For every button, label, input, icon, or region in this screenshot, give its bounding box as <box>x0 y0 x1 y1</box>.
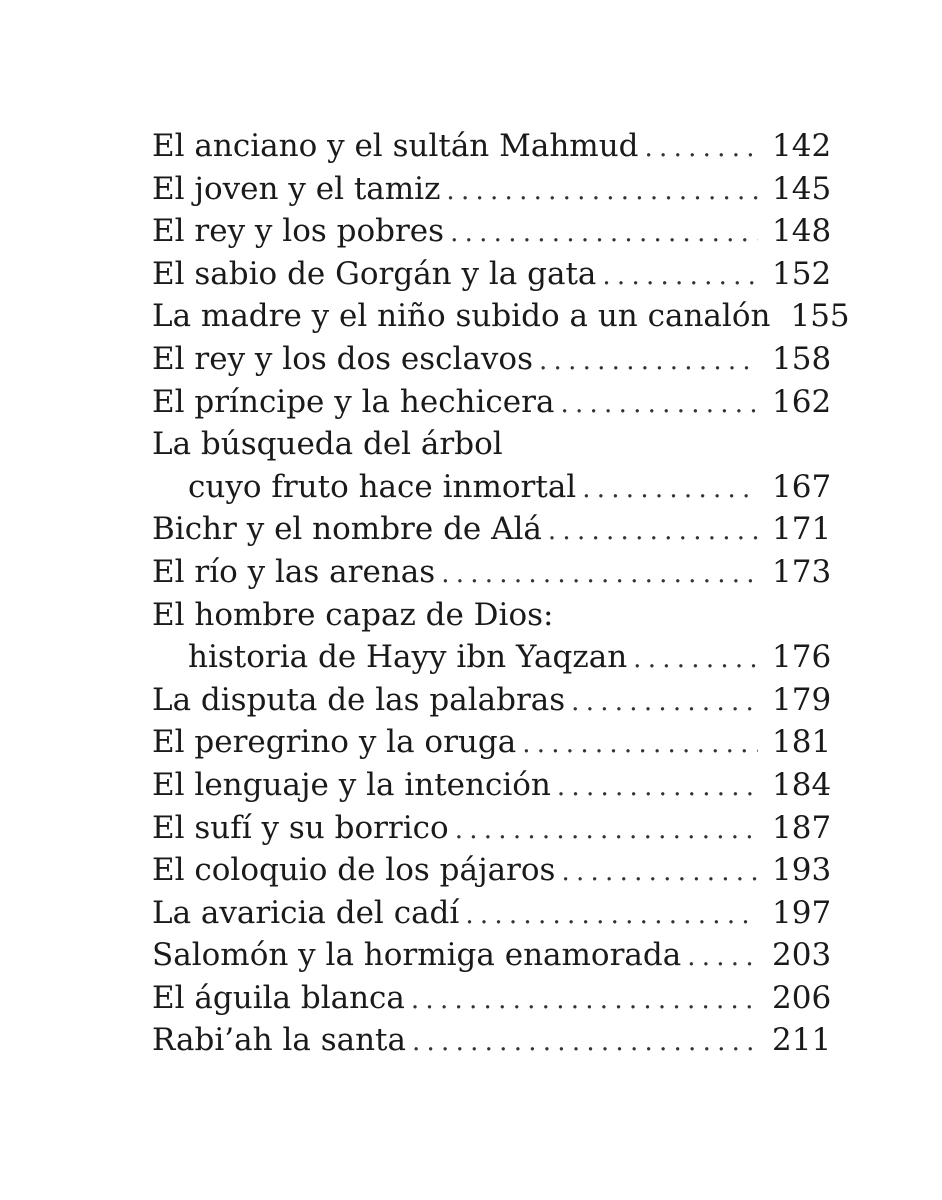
toc-entry-page: 181 <box>772 724 832 761</box>
toc-entry <box>152 807 832 850</box>
toc-entry-page: 162 <box>772 383 832 420</box>
toc-entry-title: La búsqueda del árbol <box>152 426 503 463</box>
toc-entry <box>152 679 832 722</box>
toc-entry-page: 206 <box>772 979 832 1016</box>
toc-entry-title: El lenguaje y la intención <box>152 766 551 803</box>
toc-entry-title: Bichr y el nombre de Alá <box>152 511 542 548</box>
dot-leader <box>539 340 758 383</box>
dot-leader <box>571 681 758 724</box>
toc-entry-page: 184 <box>772 766 832 803</box>
toc-entry <box>152 508 832 551</box>
table-of-contents <box>152 125 850 1062</box>
toc-entry-title: El hombre capaz de Dios: <box>152 596 554 633</box>
dot-leader <box>522 723 758 766</box>
toc-entry <box>152 551 832 594</box>
toc-entry-title: La disputa de las palabras <box>152 681 566 718</box>
toc-entry-title: La avaricia del cadí <box>152 894 460 931</box>
toc-entry-page: 187 <box>772 809 832 846</box>
toc-entry <box>152 977 832 1020</box>
toc-entry-page: 211 <box>772 1022 832 1059</box>
dot-leader <box>441 553 758 596</box>
toc-entry-title: Salomón y la hormiga enamorada <box>152 937 682 974</box>
toc-entry-title: El príncipe y la hechicera <box>152 383 555 420</box>
toc-entry-title: El peregrino y la oruga <box>152 724 517 761</box>
toc-entry <box>152 253 832 296</box>
dot-leader <box>602 255 758 298</box>
dot-leader <box>455 809 758 852</box>
toc-entry-title: La madre y el niño subido a un canalón <box>152 298 771 335</box>
toc-entry-title: El joven y el tamiz <box>152 170 441 207</box>
toc-entry <box>152 210 832 253</box>
dot-leader <box>582 468 758 511</box>
toc-entry-page: 193 <box>772 852 832 889</box>
toc-entry-page: 152 <box>772 255 832 292</box>
toc-entry-title-continuation: historia de Hayy ibn Yaqzan <box>188 639 628 676</box>
dot-leader <box>412 1021 758 1064</box>
toc-entry-first-line <box>152 594 824 637</box>
dot-leader <box>687 936 758 979</box>
toc-entry-title: El coloquio de los pájaros <box>152 852 556 889</box>
toc-entry <box>152 934 832 977</box>
toc-entry-title: El sufí y su borrico <box>152 809 449 846</box>
dot-leader <box>411 979 758 1022</box>
toc-entry <box>152 721 832 764</box>
toc-entry-page: 176 <box>772 639 832 676</box>
toc-entry-title-continuation: cuyo fruto hace inmortal <box>188 468 577 505</box>
dot-leader <box>633 638 758 681</box>
toc-entry <box>152 849 832 892</box>
toc-entry-continuation <box>152 466 832 509</box>
toc-entry-title: El águila blanca <box>152 979 405 1016</box>
toc-entry-first-line <box>152 423 824 466</box>
dot-leader <box>561 851 758 894</box>
dot-leader <box>645 127 758 170</box>
toc-entry-continuation <box>152 636 832 679</box>
toc-entry <box>152 381 832 424</box>
toc-entry <box>152 764 832 807</box>
toc-entry-page: 145 <box>772 170 832 207</box>
toc-entry-page: 148 <box>772 213 832 250</box>
toc-entry-page: 203 <box>772 937 832 974</box>
toc-entry <box>152 125 832 168</box>
toc-entry-page: 142 <box>772 128 832 164</box>
dot-leader <box>548 510 758 553</box>
toc-entry-page: 197 <box>772 894 832 931</box>
toc-entry-page: 155 <box>790 298 850 335</box>
dot-leader <box>450 212 758 255</box>
toc-entry-title: El rey y los dos esclavos <box>152 340 534 377</box>
toc-entry-title: El anciano y el sultán Mahmud <box>152 128 639 164</box>
toc-entry <box>152 338 832 381</box>
dot-leader <box>560 383 758 426</box>
toc-entry-title: El sabio de Gorgán y la gata <box>152 255 597 292</box>
toc-entry <box>152 1019 832 1062</box>
toc-entry <box>152 168 832 211</box>
toc-entry-page: 173 <box>772 553 832 590</box>
dot-leader <box>446 170 758 213</box>
toc-entry <box>152 295 850 338</box>
toc-entry-title: Rabi’ah la santa <box>152 1022 406 1059</box>
dot-leader <box>465 894 758 937</box>
toc-entry <box>152 892 832 935</box>
dot-leader <box>557 766 758 809</box>
toc-entry-page: 158 <box>772 340 832 377</box>
toc-entry-page: 167 <box>772 468 832 505</box>
toc-entry-title: El río y las arenas <box>152 553 436 590</box>
toc-entry-page: 171 <box>772 511 832 548</box>
toc-entry-title: El rey y los pobres <box>152 213 445 250</box>
toc-entry-page: 179 <box>772 681 832 718</box>
